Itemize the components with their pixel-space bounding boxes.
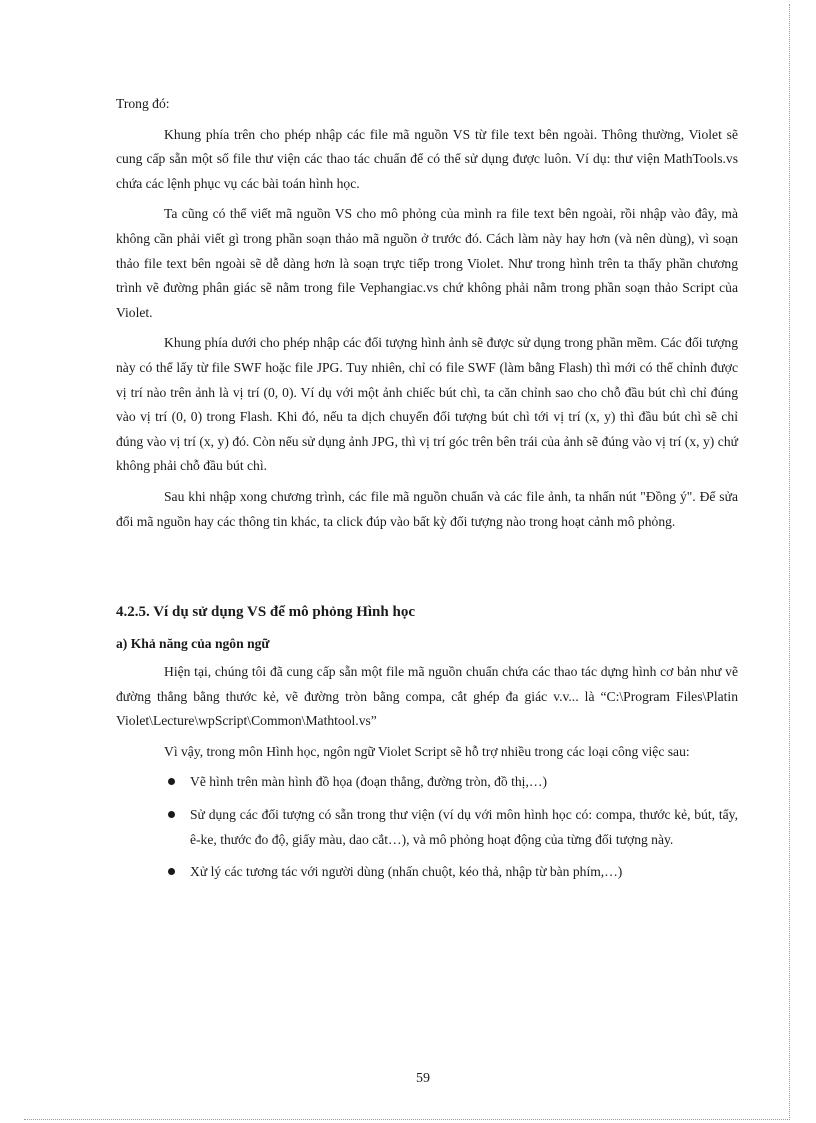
bullet-dot-icon — [168, 811, 175, 818]
bullet-dot-icon — [168, 868, 175, 875]
page-number: 59 — [416, 1071, 430, 1086]
paragraph-3: Khung phía dưới cho phép nhập các đối tượng hình ảnh sẽ được sử dụng trong phần mềm. Các đối tượng này có thể lấy từ file SWF hoặc file JPG. Tuy nhiên, chỉ có file SWF (làm bằng Flash) thì mới có thể chỉnh được vị trí nào trên ảnh là vị trí (0, 0). Ví dụ với một ảnh chiếc bút chì, ta căn chỉnh sao cho chỗ đầu bút chì chỉ đúng vào vị trí (0, 0) trong Flash. Khi đó, nếu ta dịch chuyển đối tượng bút chì tới vị trí (x, y) thì đầu bút chì sẽ chỉ đúng vào vị trí (x, y) đó. Còn nếu sử dụng ảnh JPG, thì vị trí góc trên bên trái của ảnh sẽ đúng vào vị trí (x, y) chứ không phải chỗ đầu bút chì. — [116, 335, 738, 474]
page-border-right — [789, 4, 790, 1120]
document-page — [116, 92, 738, 893]
page-border-bottom — [24, 1119, 790, 1120]
paragraph-4: Sau khi nhập xong chương trình, các file mã nguồn chuẩn và các file ảnh, ta nhấn nút "Đồng ý". Để sửa đổi mã nguồn hay các thông tin khác, ta click đúp vào bất kỳ đối tượng nào trong hoạt cảnh mô phỏng. — [116, 488, 738, 529]
paragraph-5: Hiện tại, chúng tôi đã cung cấp sẵn một file mã nguồn chuẩn chứa các thao tác dựng hình cơ bản như vẽ đường thẳng bằng thước kẻ, vẽ đường tròn bằng compa, cắt ghép đa giác v.v... là “C:\Program Files\Platin Violet\Lecture\wpScript\Common\Mathtool.vs” — [116, 664, 738, 729]
paragraph-2: Ta cũng có thể viết mã nguồn VS cho mô phỏng của mình ra file text bên ngoài, rồi nhập vào đây, mà không cần phải viết gì trong phần soạn thảo mã nguồn ở trước đó. Cách làm này hay hơn (và nên dùng), vì soạn thảo file text bên ngoài sẽ dễ dàng hơn là soạn trực tiếp trong Violet. Như trong hình trên ta thấy phần chương trình vẽ đường phân giác sẽ nằm trong file Vephangiac.vs chứ không phải nằm trong phần soạn thảo Script của Violet. — [116, 206, 738, 320]
list-item — [116, 770, 738, 795]
paragraph-6: Vì vậy, trong môn Hình học, ngôn ngữ Violet Script sẽ hỗ trợ nhiều trong các loại công việc sau: — [164, 743, 690, 759]
list-item — [116, 803, 738, 852]
bullet-dot-icon — [168, 778, 175, 785]
subsection-heading: a) Khả năng của ngôn ngữ — [116, 636, 270, 652]
section-heading: 4.2.5. Ví dụ sử dụng VS để mô phỏng Hình học — [116, 604, 415, 621]
paragraph-1: Khung phía trên cho phép nhập các file mã nguồn VS từ file text bên ngoài. Thông thường, Violet sẽ cung cấp sẵn một số file thư viện các thao tác chuẩn để có thể sử dụng được luôn. Ví dụ: thư viện MathTools.vs chứa các lệnh phục vụ các bài toán hình học. — [116, 126, 738, 191]
bullet-list — [116, 770, 738, 884]
list-item-text: Vẽ hình trên màn hình đồ họa (đoạn thẳng, đường tròn, đồ thị,…) — [190, 774, 547, 790]
list-item-text: Sử dụng các đối tượng có sẵn trong thư viện (ví dụ với môn hình học có: compa, thước kẻ, bút, tẩy, ê-ke, thước đo độ, giấy màu, dao cắt…), và mô phỏng hoạt động của từng đối tượng này. — [190, 807, 738, 847]
intro-text: Trong đó: — [116, 96, 170, 111]
list-item-text: Xử lý các tương tác với người dùng (nhấn chuột, kéo thả, nhập từ bàn phím,…) — [190, 864, 623, 880]
list-item — [116, 860, 738, 885]
